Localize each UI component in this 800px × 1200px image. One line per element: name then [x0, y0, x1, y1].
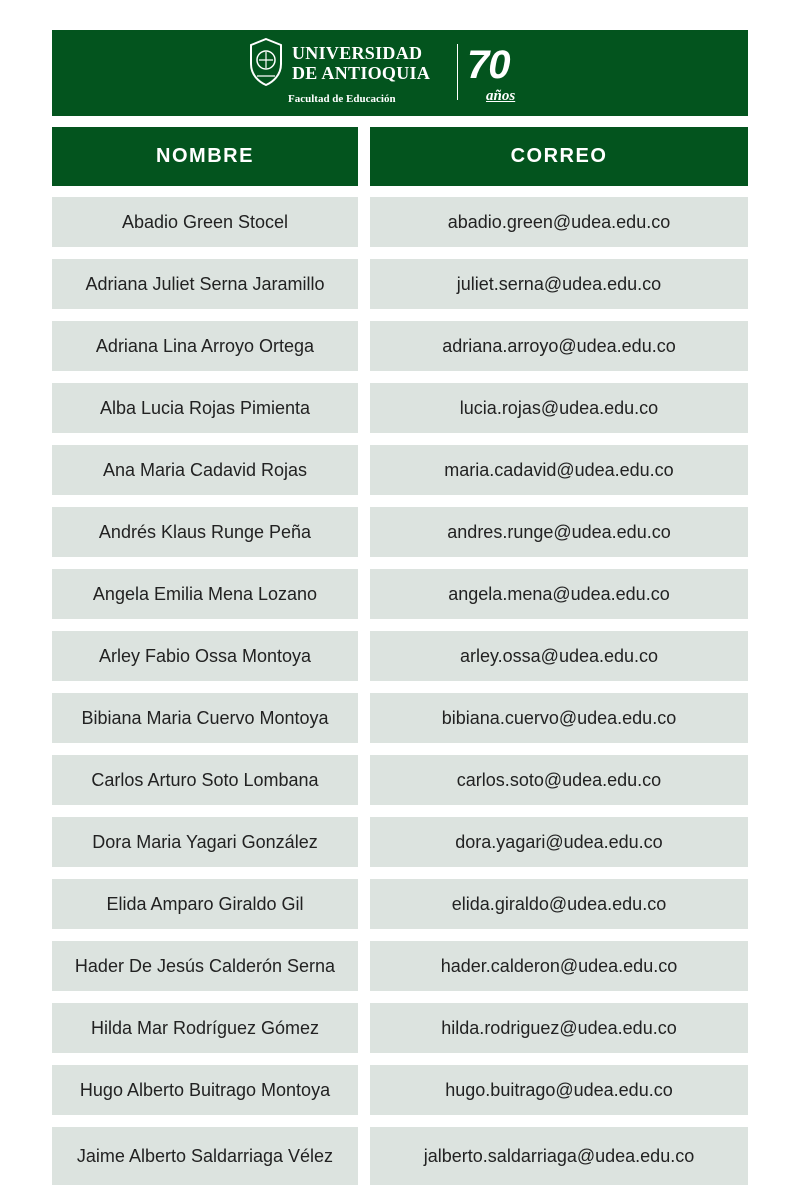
university-seal-icon: [248, 38, 284, 86]
email-cell: andres.runge@udea.edu.co: [370, 507, 748, 557]
table-row: [52, 817, 748, 867]
university-name-line2: DE ANTIOQUIA: [292, 63, 431, 83]
email-cell: hader.calderon@udea.edu.co: [370, 941, 748, 991]
email-cell: elida.giraldo@udea.edu.co: [370, 879, 748, 929]
table-row: [52, 507, 748, 557]
table-row: [52, 197, 748, 247]
name-cell: Elida Amparo Giraldo Gil: [52, 879, 358, 929]
table-row: [52, 445, 748, 495]
name-cell: Hader De Jesús Calderón Serna: [52, 941, 358, 991]
table-row: [52, 755, 748, 805]
email-cell: arley.ossa@udea.edu.co: [370, 631, 748, 681]
email-cell: angela.mena@udea.edu.co: [370, 569, 748, 619]
name-cell: Andrés Klaus Runge Peña: [52, 507, 358, 557]
email-cell: adriana.arroyo@udea.edu.co: [370, 321, 748, 371]
table-row: [52, 879, 748, 929]
table-row: [52, 259, 748, 309]
email-cell: carlos.soto@udea.edu.co: [370, 755, 748, 805]
email-cell: hugo.buitrago@udea.edu.co: [370, 1065, 748, 1115]
table-row: [52, 1127, 748, 1185]
name-cell: Angela Emilia Mena Lozano: [52, 569, 358, 619]
name-cell: Adriana Lina Arroyo Ortega: [52, 321, 358, 371]
name-cell: Hilda Mar Rodríguez Gómez: [52, 1003, 358, 1053]
email-cell: maria.cadavid@udea.edu.co: [370, 445, 748, 495]
name-cell: Alba Lucia Rojas Pimienta: [52, 383, 358, 433]
email-cell: abadio.green@udea.edu.co: [370, 197, 748, 247]
anniversary-word: años: [486, 88, 516, 104]
table-row: [52, 1003, 748, 1053]
university-banner: [52, 30, 748, 116]
table-row: [52, 941, 748, 991]
table-row: [52, 1065, 748, 1115]
name-cell: Carlos Arturo Soto Lombana: [52, 755, 358, 805]
university-name: [292, 43, 430, 83]
table-row: [52, 321, 748, 371]
faculty-name: Facultad de Educación: [288, 93, 396, 105]
name-cell: Arley Fabio Ossa Montoya: [52, 631, 358, 681]
university-name-line1: UNIVERSIDAD: [292, 43, 423, 63]
name-cell: Jaime Alberto Saldarriaga Vélez: [52, 1127, 358, 1185]
table-row: [52, 569, 748, 619]
logo-divider: [457, 44, 458, 100]
table-row: [52, 383, 748, 433]
name-cell: Abadio Green Stocel: [52, 197, 358, 247]
directory-table: [52, 197, 748, 1189]
table-row: [52, 631, 748, 681]
anniversary-number: 70: [467, 43, 510, 87]
table-row: [52, 693, 748, 743]
email-cell: juliet.serna@udea.edu.co: [370, 259, 748, 309]
name-cell: Adriana Juliet Serna Jaramillo: [52, 259, 358, 309]
email-cell: bibiana.cuervo@udea.edu.co: [370, 693, 748, 743]
email-cell: lucia.rojas@udea.edu.co: [370, 383, 748, 433]
column-header-nombre: NOMBRE: [52, 127, 358, 186]
column-header-correo: CORREO: [370, 127, 748, 186]
email-cell: hilda.rodriguez@udea.edu.co: [370, 1003, 748, 1053]
email-cell: jalberto.saldarriaga@udea.edu.co: [370, 1127, 748, 1185]
name-cell: Hugo Alberto Buitrago Montoya: [52, 1065, 358, 1115]
email-cell: dora.yagari@udea.edu.co: [370, 817, 748, 867]
name-cell: Bibiana Maria Cuervo Montoya: [52, 693, 358, 743]
name-cell: Ana Maria Cadavid Rojas: [52, 445, 358, 495]
name-cell: Dora Maria Yagari González: [52, 817, 358, 867]
